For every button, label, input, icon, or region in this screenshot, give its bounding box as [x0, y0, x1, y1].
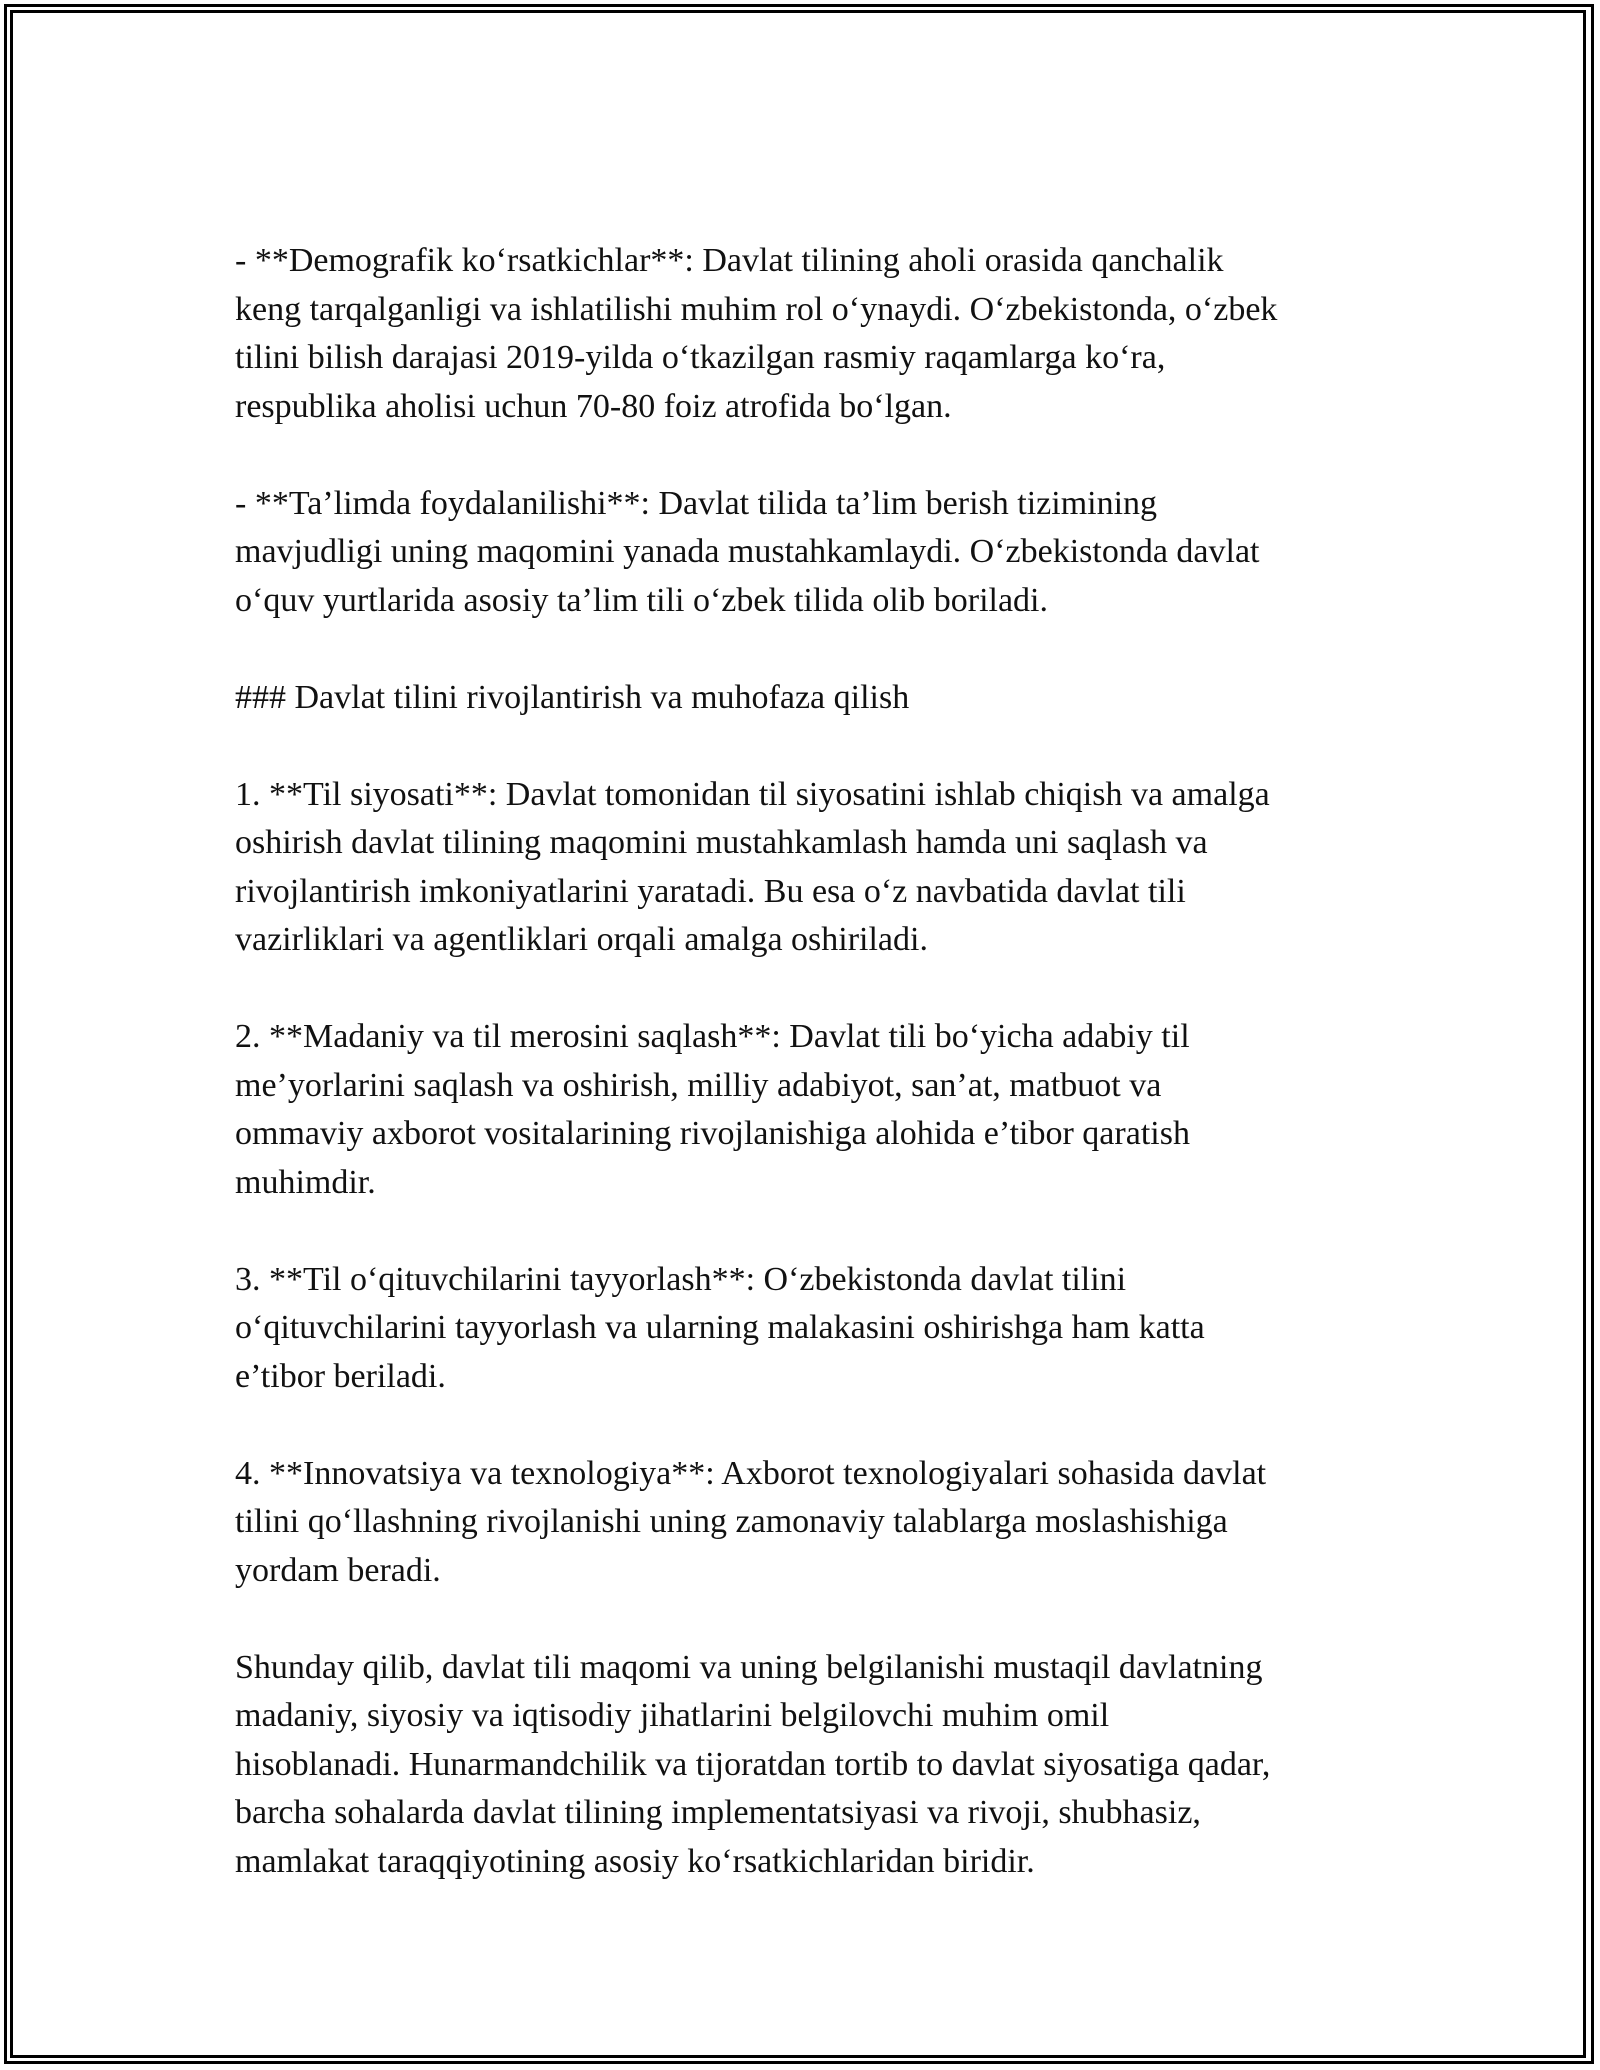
text-line: - **Demografik ko‘rsatkichlar**: Davlat tilining aholi orasida qanchalik	[235, 242, 1224, 279]
paragraph-innovation-technology	[235, 1450, 1375, 1596]
section-heading	[235, 674, 1375, 723]
document-body	[235, 237, 1375, 1886]
text-line: muhimdir.	[235, 1163, 376, 1201]
text-line: o‘quv yurtlarida asosiy ta’lim tili o‘zbek tilida olib boriladi.	[235, 581, 1048, 619]
text-line: rivojlantirish imkoniyatlarini yaratadi. Bu esa o‘z navbatida davlat tili	[235, 872, 1186, 910]
text-line: me’yorlarini saqlash va oshirish, milliy adabiyot, san’at, matbuot va	[235, 1066, 1162, 1104]
text-line: mamlakat taraqqiyotining asosiy ko‘rsatkichlaridan biridir.	[235, 1842, 1035, 1880]
paragraph-education-usage	[235, 480, 1375, 626]
text-line: respublika aholisi uchun 70-80 foiz atrofida bo‘lgan.	[235, 387, 952, 425]
text-line: - **Ta’limda foydalanilishi**: Davlat tilida ta’lim berish tizimining	[235, 484, 1158, 522]
text-line: 1. **Til siyosati**: Davlat tomonidan til siyosatini ishlab chiqish va amalga	[235, 775, 1270, 813]
text-line: tilini bilish darajasi 2019-yilda o‘tkazilgan rasmiy raqamlarga ko‘ra,	[235, 339, 1166, 376]
text-line: vazirliklari va agentliklari orqali amalga oshiriladi.	[235, 921, 928, 958]
text-line: 3. **Til o‘qituvchilarini tayyorlash**: O‘zbekistonda davlat tilini	[235, 1260, 1127, 1298]
paragraph-language-policy	[235, 771, 1375, 965]
text-line: tilini qo‘llashning rivojlanishi uning zamonaviy talablarga moslashishiga	[235, 1503, 1228, 1540]
text-line: o‘qituvchilarini tayyorlash va ularning malakasini oshirishga ham katta	[235, 1309, 1205, 1346]
paragraph-conclusion	[235, 1644, 1375, 1887]
text-line: barcha sohalarda davlat tilining implementatsiyasi va rivoji, shubhasiz,	[235, 1794, 1201, 1831]
text-line: 4. **Innovatsiya va texnologiya**: Axborot texnologiyalari sohasida davlat	[235, 1454, 1267, 1492]
text-line: e’tibor beriladi.	[235, 1357, 446, 1395]
text-line: yordam beradi.	[235, 1551, 441, 1589]
text-line: Shunday qilib, davlat tili maqomi va uning belgilanishi mustaqil davlatning	[235, 1648, 1263, 1686]
paragraph-teacher-training	[235, 1256, 1375, 1402]
text-line: 2. **Madaniy va til merosini saqlash**: Davlat tili bo‘yicha adabiy til	[235, 1018, 1190, 1055]
paragraph-demographic-indicators	[235, 237, 1375, 431]
text-line: keng tarqalganligi va ishlatilishi muhim rol o‘ynaydi. O‘zbekistonda, o‘zbek	[235, 290, 1278, 328]
text-line: hisoblanadi. Hunarmandchilik va tijoratdan tortib to davlat siyosatiga qadar,	[235, 1745, 1271, 1783]
heading-line: ### Davlat tilini rivojlantirish va muhofaza qilish	[235, 678, 910, 716]
text-line: oshirish davlat tilining maqomini mustahkamlash hamda uni saqlash va	[235, 824, 1208, 861]
paragraph-cultural-heritage	[235, 1013, 1375, 1207]
text-line: mavjudligi uning maqomini yanada mustahkamlaydi. O‘zbekistonda davlat	[235, 533, 1260, 570]
text-line: madaniy, siyosiy va iqtisodiy jihatlarini belgilovchi muhim omil	[235, 1697, 1110, 1734]
text-line: ommaviy axborot vositalarining rivojlanishiga alohida e’tibor qaratish	[235, 1115, 1190, 1152]
